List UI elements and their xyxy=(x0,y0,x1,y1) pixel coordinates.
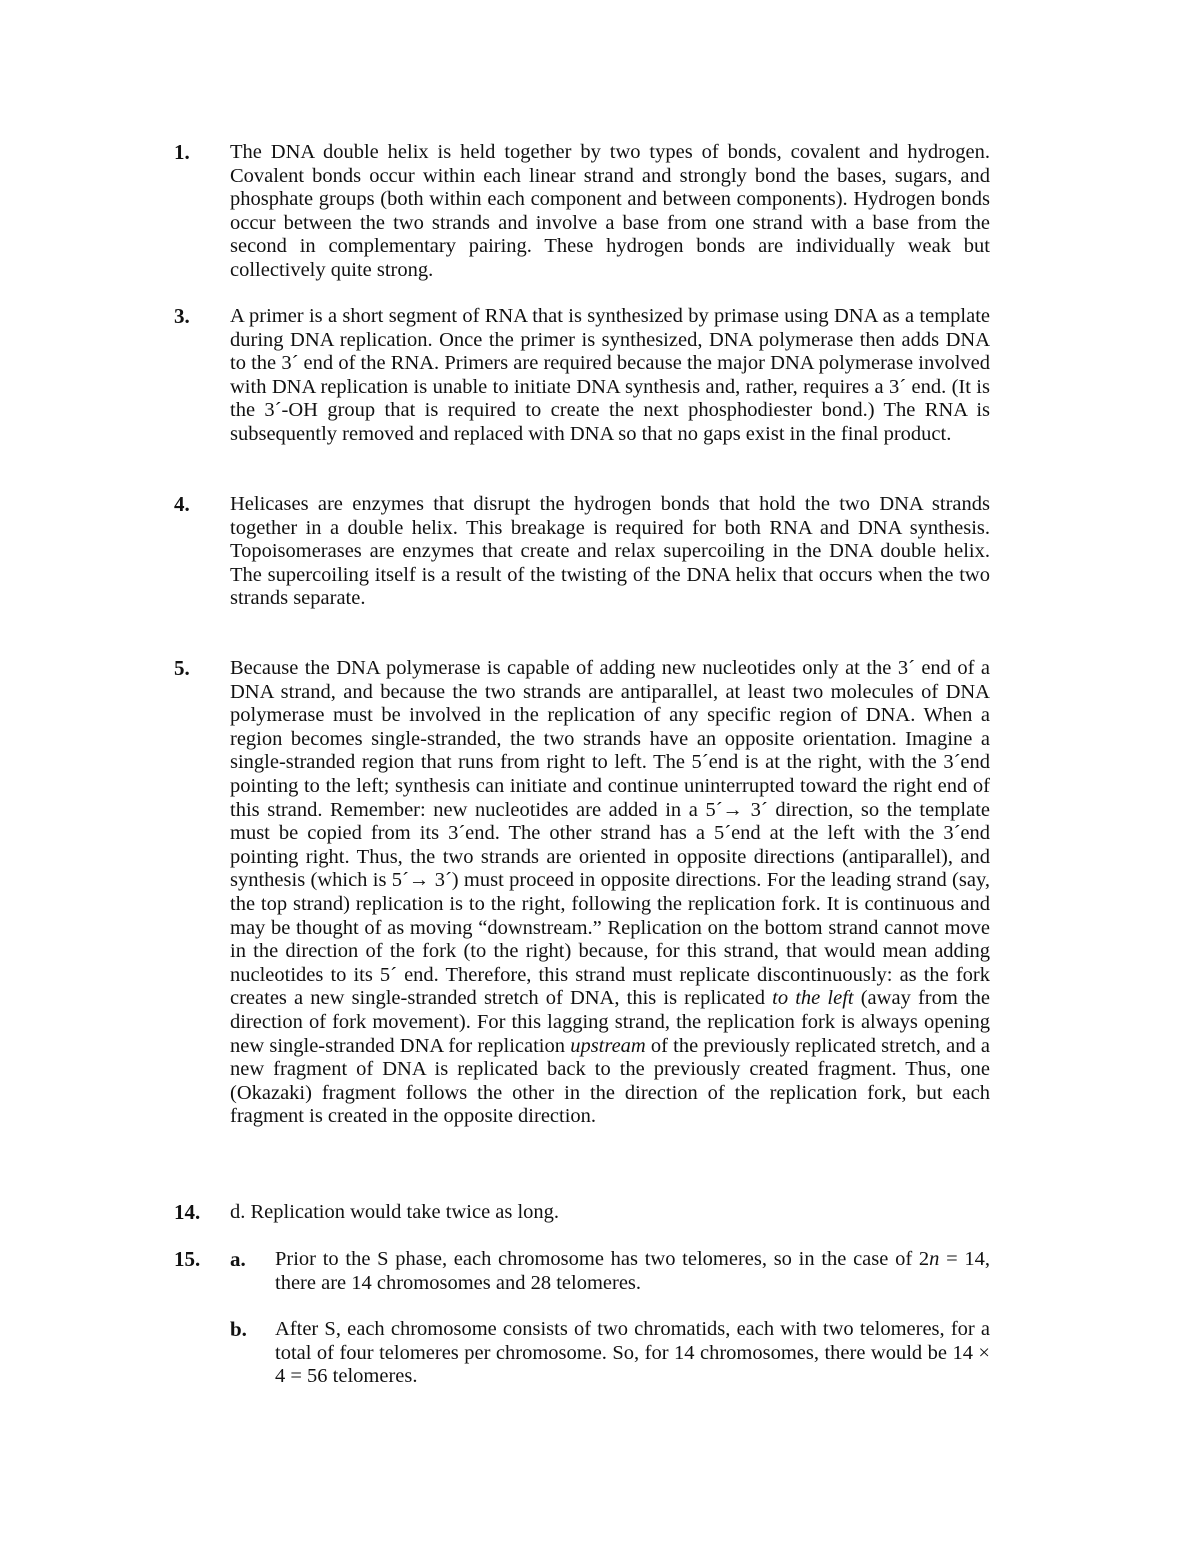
answer-number: 3. xyxy=(174,304,190,328)
part-text xyxy=(275,1248,990,1295)
part-text-after: = 14, there are 14 chromosomes and 28 telomeres. xyxy=(275,1248,990,1294)
answer-text: d. Replication would take twice as long. xyxy=(230,1201,560,1223)
answer-text-part: Because the DNA polymerase is capable of adding new nucleotides only at the 3´ end of a DNA strand, and because the two strands are antiparallel, at least two molecules of DNA polymerase must be involved in the replication of any specific region of DNA. When a region becomes single-stranded, the two strands have an opposite orientation. Imagine a single-stranded region that runs from right to left. The 5´end is at the right, with the 3´end pointing to the left; synthesis can initiate and continue uninterrupted toward the right end of this strand. Remember: new nucleotides are added in a 5´→ 3´ direction, so the template must be copied from its 3´end. The other strand has a 5´end at the left with the 3´end pointing right. Thus, the two strands are oriented in opposite directions (antiparallel), and synthesis (which is 5´→ 3´) must proceed in opposite directions. For the leading strand (say, the top strand) replication is to the right, following the replication fork. It is continuous and may be thought of as moving “downstream.” Replication on the bottom strand cannot move in the direction of the fork (to the right) because, for this strand, that would mean adding nucleotides to its 5´ end. Therefore, this strand must replicate discontinuously: as the fork creates a new single-stranded stretch of DNA, this is replicated xyxy=(230,657,990,1010)
answer-15 xyxy=(174,1248,990,1388)
answer-text: A primer is a short segment of RNA that is synthesized by primase using DNA as a template during DNA replication. Once the primer is synthesized, DNA polymerase then adds DNA to the 3´ end of the RNA. Primers are required because the major DNA polymerase involved with DNA replication is unable to initiate DNA synthesis and, rather, requires a 3´ end. (It is the 3´-OH group that is required to create the next phosphodiester bond.) The RNA is subsequently removed and replaced with DNA so that no gaps exist in the final product. xyxy=(230,305,990,445)
answer-number: 5. xyxy=(174,656,190,680)
answer-text: Helicases are enzymes that disrupt the hydrogen bonds that hold the two DNA strands together in a double helix. This breakage is required for both RNA and DNA synthesis. Topoisomerases are enzymes that create and relax supercoiling in the DNA double helix. The supercoiling itself is a result of the twisting of the DNA helix that occurs when the two strands separate. xyxy=(230,493,990,610)
answer-text-emphasis: to the left xyxy=(772,987,854,1010)
answer-number: 4. xyxy=(174,492,190,516)
answer-number: 1. xyxy=(174,140,190,164)
answer-text xyxy=(230,657,990,1129)
part-text: After S, each chromosome consists of two chromatids, each with two telomeres, for a total of four telomeres per chromosome. So, for 14 chromosomes, there would be 14 × 4 = 56 telomeres. xyxy=(275,1318,990,1388)
answer-text-emphasis: upstream xyxy=(570,1034,646,1057)
answer-number: 14. xyxy=(174,1200,201,1224)
answer-number: 15. xyxy=(174,1247,201,1271)
part-text-before: Prior to the S phase, each chromosome has two telomeres, so in the case of 2 xyxy=(275,1248,930,1270)
part-text-variable: n xyxy=(929,1248,940,1270)
part-label: a. xyxy=(230,1247,246,1271)
answer-text-part: (away from the direction of fork movement). For this lagging strand, the replication fork is always opening new single-stranded DNA for replication xyxy=(230,987,990,1057)
answer-text-part: of the previously replicated stretch, and a new fragment of DNA is replicated back to the previously created fragment. Thus, one (Okazaki) fragment follows the other in the direction of the replication fork, but each fragment is created in the opposite direction. xyxy=(230,1034,990,1128)
part-label: b. xyxy=(230,1317,247,1341)
answer-text: The DNA double helix is held together by two types of bonds, covalent and hydrogen. Covalent bonds occur within each linear strand and strongly bond the bases, sugars, and phosphate groups (both within each component and between components). Hydrogen bonds occur between the two strands and involve a base from one strand with a base from the second in complementary pairing. These hydrogen bonds are individually weak but collectively quite strong. xyxy=(230,141,990,281)
